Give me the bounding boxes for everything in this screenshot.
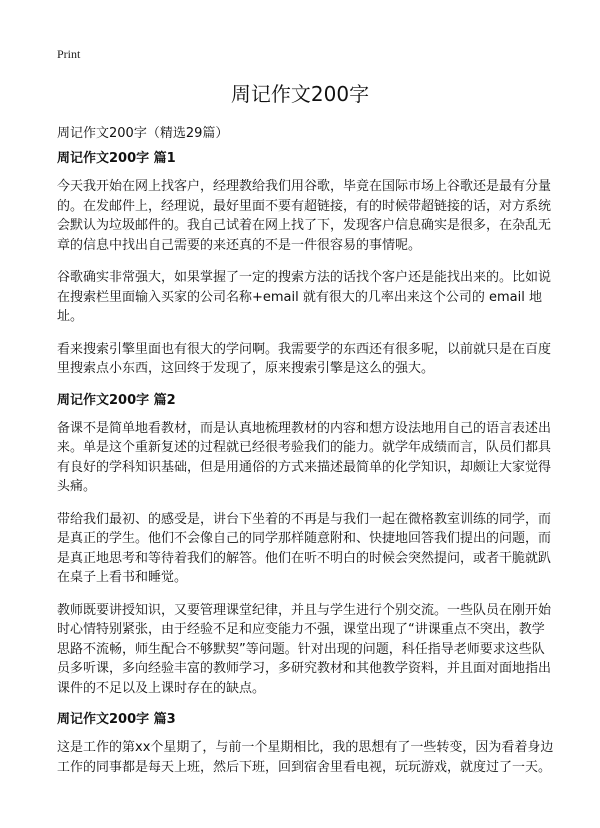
paragraph: 看来搜索引擎里面也有很大的学问啊。我需要学的东西还有很多呢，以前就只是在百度里搜索点小东西，这回终于发现了，原来搜索引擎是这么的强大。 xyxy=(57,341,552,376)
section-3 xyxy=(57,711,557,777)
paragraph: 谷歌确实非常强大，如果掌握了一定的搜索方法的话找个客户还是能找出来的。比如说在搜索栏里面输入买家的公司名称+email 就有很大的几率出来这个公司的 email 地址。 xyxy=(57,270,552,324)
intro-text: 周记作文200字（精选29篇） xyxy=(57,126,229,141)
section-heading: 周记作文200字 篇2 xyxy=(57,392,176,408)
section-1 xyxy=(57,150,557,379)
paragraph: 这是工作的第xx个星期了，与前一个星期相比，我的思想有了一些转变，因为看着身边工作的同事都是每天上班，然后下班，回到宿舍里看电视，玩玩游戏，就度过了一天。 xyxy=(57,740,554,775)
page-title: 周记作文200字 xyxy=(230,82,370,106)
paragraph: 带给我们最初、的感受是，讲台下坐着的不再是与我们一起在微格教室训练的同学，而是真正的学生。他们不会像自己的同学那样随意附和、快捷地回答我们提出的问题，而是真正地思考和等待着我们的解答。他们在听不明白的时候会突然提问，或者干脆就趴在桌子上看书和睡觉。 xyxy=(57,511,552,585)
section-heading: 周记作文200字 篇1 xyxy=(57,151,176,166)
paragraph: 今天我开始在网上找客户，经理教给我们用谷歌，毕竟在国际市场上谷歌还是最有分量的。在发邮件上，经理说，最好里面不要有超链接，有的时候带超链接的话，对方系统会默认为垃圾邮件的。我自己试着在网上找了下，发现客户信息确实是很多，在杂乱无章的信息中找出自己需要的来还真的不是一件很容易的事情呢。 xyxy=(57,179,552,253)
paragraph: 备课不是简单地看教材，而是认真地梳理教材的内容和想方设法地用自己的语言表述出来。单是这个重新复述的过程就已经很考验我们的能力。就学年成绩而言，队员们都具有良好的学科知识基础，但是用通俗的方式来描述最简单的化学知识，却颇让大家觉得头痛。 xyxy=(57,420,552,494)
section-heading: 周记作文200字 篇3 xyxy=(57,712,176,727)
article-body xyxy=(57,150,557,790)
paragraph: 教师既要讲授知识，又要管理课堂纪律，并且与学生进行个别交流。一些队员在刚开始时心情特别紧张，由于经验不足和应变能力不强，课堂出现了“讲课重点不突出，教学思路不流畅，师生配合不够默契”等问题。针对出现的问题，科任指导老师要求这些队员多听课，多向经验丰富的教师学习，多研究教材和其他教学资料，并且面对面地指出课件的不足以及上课时存在的缺点。 xyxy=(57,602,552,696)
print-link[interactable]: Print xyxy=(57,47,81,61)
section-2 xyxy=(57,392,557,699)
